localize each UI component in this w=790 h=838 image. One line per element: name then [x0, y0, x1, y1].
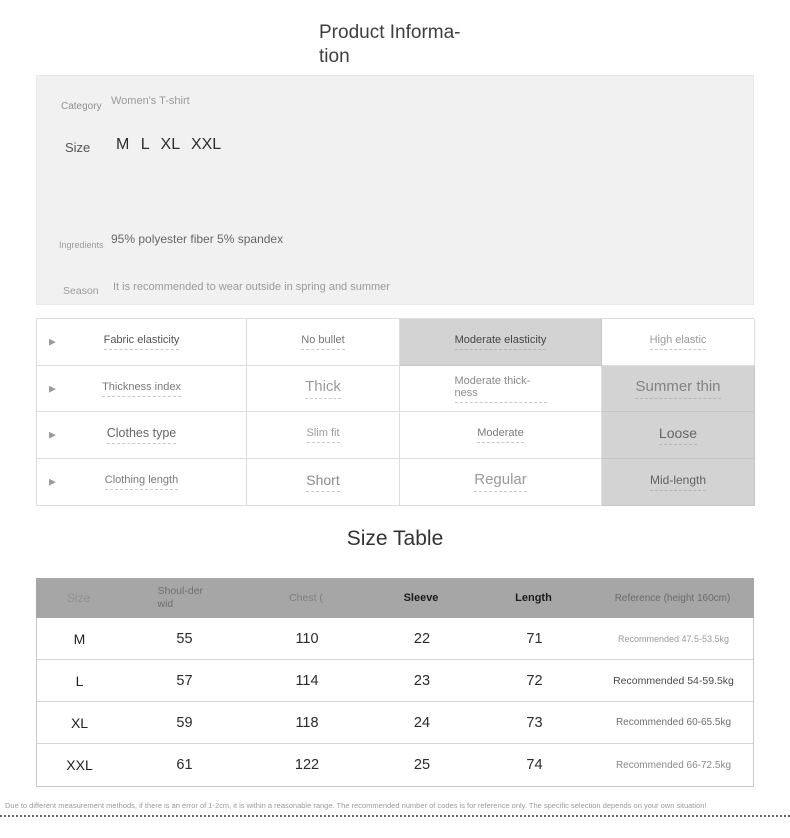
attribute-option-text: Summer thin — [635, 378, 720, 399]
cell-sleeve: 23 — [413, 672, 431, 689]
size-label: Size — [65, 140, 91, 155]
page-title — [0, 21, 790, 70]
attribute-option[interactable] — [247, 459, 400, 506]
header-sleeve: Sleeve — [403, 592, 439, 604]
dotted-divider — [0, 815, 790, 817]
table-row-m — [37, 618, 753, 660]
cell-shoulder: 61 — [176, 757, 193, 773]
attribute-option-text: Mid-length — [650, 473, 706, 491]
page-title-text: Product Informa-tion — [319, 22, 461, 68]
caret-right-icon: ▶ — [49, 336, 56, 347]
size-table — [36, 578, 754, 787]
season-value: It is recommended to wear outside in spring and summer — [113, 281, 390, 293]
attribute-option[interactable] — [400, 366, 602, 413]
attribute-option[interactable] — [400, 459, 602, 506]
cell-reference: Recommended 60-65.5kg — [615, 717, 732, 728]
cell-chest: 118 — [295, 714, 319, 731]
table-row-xxl — [37, 744, 753, 786]
size-table-header-row — [36, 578, 754, 618]
header-chest: Chest ( — [289, 592, 323, 604]
header-length: Length — [515, 592, 552, 604]
attribute-option[interactable] — [247, 412, 400, 459]
season-label: Season — [63, 285, 99, 297]
product-info-box — [36, 75, 754, 305]
attribute-option-text: High elastic — [650, 334, 707, 350]
table-row-l — [37, 660, 753, 702]
attribute-option[interactable] — [400, 412, 602, 459]
cell-length: 72 — [526, 672, 543, 689]
attribute-label-text: Fabric elasticity — [104, 334, 180, 350]
attribute-option-selected[interactable] — [602, 412, 755, 459]
caret-right-icon: ▶ — [49, 429, 56, 440]
cell-chest: 122 — [294, 757, 320, 773]
attribute-option-text: Loose — [659, 425, 697, 445]
header-reference: Reference (height 160cm) — [614, 592, 731, 604]
attribute-option-text: Short — [306, 472, 339, 492]
category-value: Women's T-shirt — [111, 95, 190, 107]
cell-sleeve: 22 — [413, 630, 431, 647]
caret-right-icon: ▶ — [49, 476, 56, 487]
cell-length: 73 — [526, 714, 543, 731]
ingredients-value: 95% polyester fiber 5% spandex — [111, 232, 284, 246]
attribute-table — [36, 318, 754, 506]
header-size: Size — [66, 591, 91, 605]
caret-right-icon: ▶ — [49, 383, 56, 394]
attribute-label-text: Clothes type — [107, 426, 176, 444]
attribute-option-text: Thick — [305, 378, 341, 399]
cell-chest: 110 — [295, 630, 319, 647]
attribute-option[interactable] — [602, 319, 755, 366]
size-row — [65, 136, 222, 157]
attribute-option[interactable] — [247, 319, 400, 366]
cell-length: 71 — [526, 630, 543, 647]
attribute-option-text: Moderate thick-ness — [455, 375, 547, 403]
ingredients-label: Ingredients — [59, 240, 104, 250]
cell-shoulder: 57 — [176, 672, 193, 689]
attribute-label-fabric-elasticity — [37, 319, 247, 366]
attribute-option-selected[interactable] — [602, 366, 755, 413]
cell-size: XL — [70, 714, 89, 731]
ingredients-row — [59, 232, 284, 253]
attribute-label-clothes-type — [37, 412, 247, 459]
attribute-option-text: Moderate — [477, 427, 523, 443]
cell-chest: 114 — [295, 672, 319, 689]
measurement-disclaimer: Due to different measurement methods, if there is an error of 1-2cm, it is within a reasonable range. The recommended number of codes is for reference only. The specific selection depends on your own situation! — [5, 801, 707, 810]
cell-shoulder: 59 — [176, 714, 193, 731]
attribute-option-selected[interactable] — [602, 459, 755, 506]
attribute-option-text: Moderate elasticity — [455, 334, 547, 350]
cell-reference: Recommended 47.5-53.5kg — [617, 633, 730, 644]
season-row — [63, 281, 390, 299]
cell-size: XXL — [66, 757, 93, 773]
attribute-option-selected[interactable] — [400, 319, 602, 366]
cell-size: M — [73, 630, 86, 647]
size-table-body — [36, 618, 754, 787]
attribute-option-text: No bullet — [301, 334, 344, 350]
size-options: M L XL XXL — [116, 136, 222, 153]
cell-size: L — [75, 672, 84, 689]
table-row-xl — [37, 702, 753, 744]
attribute-label-clothing-length — [37, 459, 247, 506]
cell-sleeve: 24 — [413, 714, 431, 731]
attribute-label-thickness-index — [37, 366, 247, 413]
size-table-title: Size Table — [346, 527, 444, 550]
category-row — [61, 95, 190, 114]
attribute-option-text: Slim fit — [307, 427, 340, 443]
attribute-option[interactable] — [247, 366, 400, 413]
header-shoulder-text: Shoul-der wid — [157, 585, 204, 610]
cell-length: 74 — [526, 757, 543, 773]
attribute-option-text: Regular — [474, 471, 527, 492]
cell-sleeve: 25 — [413, 757, 431, 773]
cell-reference: Recommended 54-59.5kg — [613, 674, 734, 687]
attribute-label-text: Clothing length — [105, 474, 178, 490]
cell-shoulder: 55 — [176, 630, 193, 647]
category-label: Category — [61, 101, 102, 112]
attribute-label-text: Thickness index — [102, 381, 181, 397]
header-shoulder-width — [121, 578, 246, 618]
cell-reference: Recommended 66-72.5kg — [615, 759, 732, 771]
